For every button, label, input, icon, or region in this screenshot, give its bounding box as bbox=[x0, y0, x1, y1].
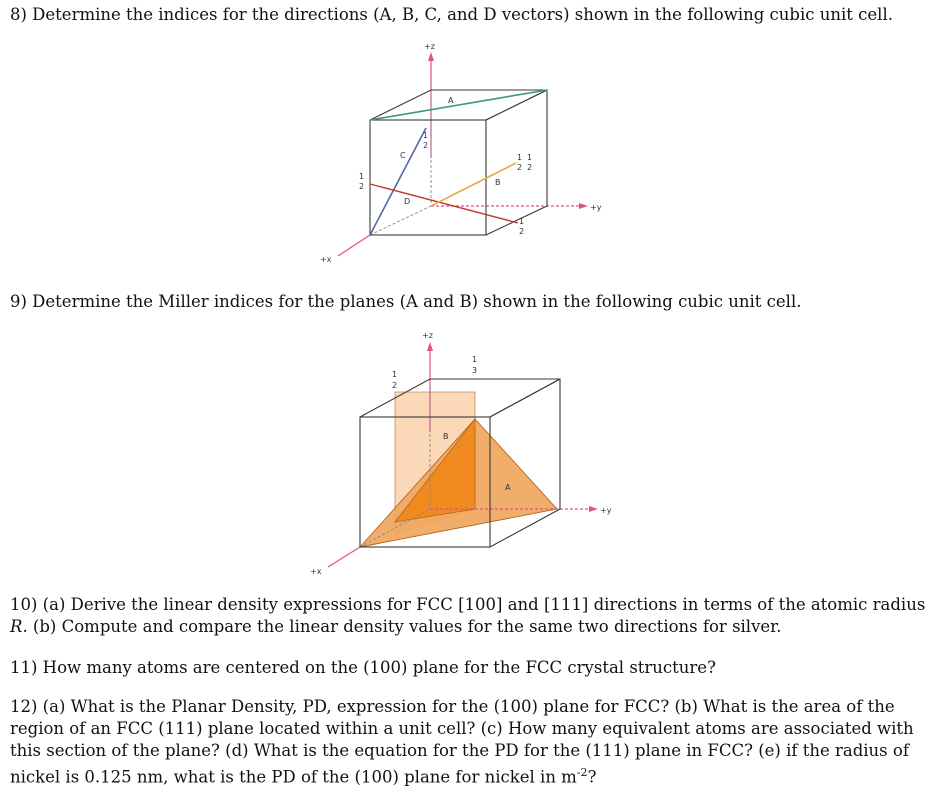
question-12 bbox=[10, 696, 938, 789]
fraction-half-den: 2 bbox=[392, 381, 398, 390]
vector-a bbox=[370, 90, 547, 120]
plane-a-label: A bbox=[505, 483, 511, 492]
question-11: 11) How many atoms are centered on the (100) plane for the FCC crystal structure? bbox=[10, 658, 716, 677]
fraction-half-right-b-den: 2 bbox=[527, 163, 533, 172]
x-axis-label: +x bbox=[320, 255, 332, 264]
vector-c-label: C bbox=[400, 151, 406, 160]
superscript-exponent: -2 bbox=[576, 766, 588, 779]
z-axis-label: +z bbox=[422, 331, 433, 340]
x-axis-label: +x bbox=[310, 567, 322, 576]
radius-symbol: R bbox=[10, 617, 23, 636]
fraction-half-num: 1 bbox=[392, 370, 398, 379]
vector-b bbox=[431, 163, 516, 206]
plane-b-label: B bbox=[443, 432, 449, 441]
fraction-half-bottom-num: 1 bbox=[519, 217, 525, 226]
z-axis-label: +z bbox=[424, 42, 435, 51]
vector-a-label: A bbox=[448, 96, 454, 105]
fraction-half-right-b-num: 1 bbox=[527, 153, 533, 162]
question-9: 9) Determine the Miller indices for the planes (A and B) shown in the following cubic unit cell. bbox=[10, 292, 802, 311]
z-axis-arrow bbox=[428, 52, 434, 61]
fraction-half-top-num: 1 bbox=[423, 131, 429, 140]
hidden-edge-back-bottom bbox=[370, 206, 431, 235]
y-axis-label: +y bbox=[600, 506, 612, 515]
miller-planes-figure bbox=[300, 322, 630, 580]
question-8: 8) Determine the indices for the directions (A, B, C, and D vectors) shown in the following cubic unit cell. bbox=[10, 5, 893, 24]
question-10-text-before: 10) (a) Derive the linear density expressions for FCC [100] and [111] directions in terms of the atomic radius bbox=[10, 595, 926, 614]
z-axis-arrow bbox=[427, 342, 433, 351]
x-axis bbox=[338, 235, 370, 256]
direction-vectors-figure bbox=[318, 38, 618, 268]
question-12-text-after: ? bbox=[587, 767, 597, 787]
fraction-half-top-den: 2 bbox=[423, 141, 429, 150]
vector-b-label: B bbox=[495, 178, 501, 187]
vector-d-label: D bbox=[404, 197, 411, 206]
fraction-half-left-num: 1 bbox=[359, 172, 365, 181]
x-axis bbox=[328, 547, 360, 567]
fraction-third-den: 3 bbox=[472, 366, 478, 375]
question-10 bbox=[10, 594, 938, 638]
fraction-third-num: 1 bbox=[472, 355, 478, 364]
y-axis-arrow bbox=[579, 203, 588, 209]
fraction-half-right-a-num: 1 bbox=[517, 153, 523, 162]
fraction-half-right-a-den: 2 bbox=[517, 163, 523, 172]
fraction-half-bottom-den: 2 bbox=[519, 227, 525, 236]
y-axis-label: +y bbox=[590, 203, 602, 212]
y-axis-arrow bbox=[589, 506, 598, 512]
question-10-text-after: . (b) Compute and compare the linear density values for the same two directions for silver. bbox=[22, 617, 782, 636]
question-12-text-before: 12) (a) What is the Planar Density, PD, expression for the (100) plane for FCC? (b) What is the area of the region of an FCC (111) plane located within a unit cell? (c) How many equivalent atoms are associated with this section of the plane? (d) What is the equation for the PD for the (111) plane in FCC? (e) if the radius of nickel is 0.125 nm, what is the PD of the (100) plane for nickel in m bbox=[10, 697, 914, 787]
vector-d bbox=[370, 184, 518, 223]
fraction-half-left-den: 2 bbox=[359, 182, 365, 191]
vector-c bbox=[370, 128, 429, 235]
